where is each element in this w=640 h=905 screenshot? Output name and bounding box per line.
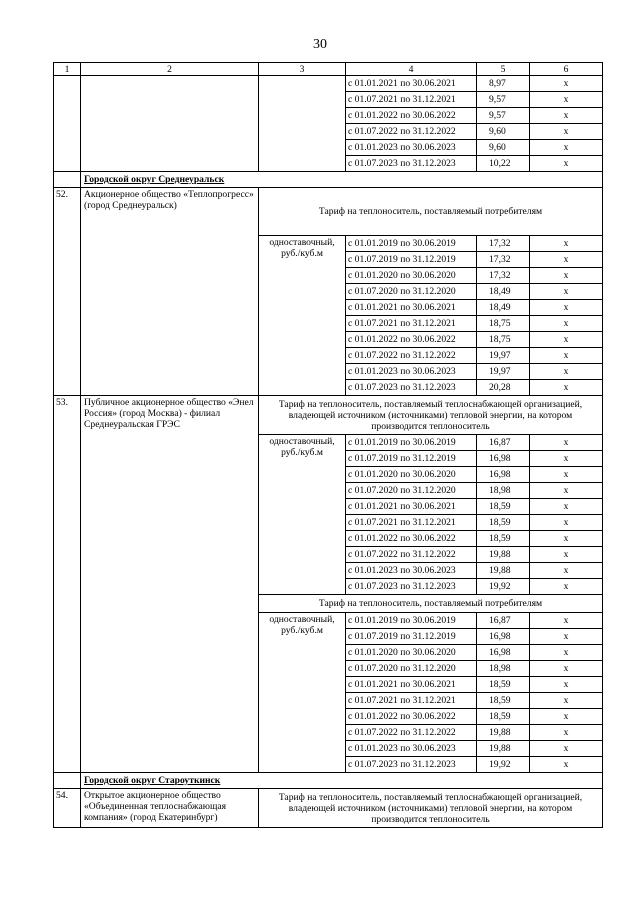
tariff-value-cell: 19,88 [477, 741, 530, 757]
organization-cell [81, 76, 259, 172]
period-cell: с 01.01.2022 по 30.06.2022 [346, 531, 477, 547]
tariff-value-cell: 17,32 [477, 236, 530, 252]
tariff-x-cell: х [530, 563, 603, 579]
column-header-6: 6 [530, 63, 603, 76]
tariff-x-cell: х [530, 757, 603, 773]
tariff-x-cell: х [530, 547, 603, 563]
tariff-value-cell: 18,98 [477, 483, 530, 499]
tariff-x-cell: х [530, 645, 603, 661]
tariff-x-cell: х [530, 677, 603, 693]
tariff-value-cell: 19,88 [477, 563, 530, 579]
period-cell: с 01.01.2021 по 30.06.2021 [346, 76, 477, 92]
period-cell: с 01.07.2021 по 31.12.2021 [346, 693, 477, 709]
tariff-x-cell: х [530, 284, 603, 300]
period-cell: с 01.07.2020 по 31.12.2020 [346, 284, 477, 300]
period-cell: с 01.01.2019 по 30.06.2019 [346, 613, 477, 629]
column-header-4: 4 [346, 63, 477, 76]
tariff-value-cell: 17,32 [477, 252, 530, 268]
period-cell: с 01.01.2020 по 30.06.2020 [346, 268, 477, 284]
period-cell: с 01.07.2023 по 31.12.2023 [346, 156, 477, 172]
period-cell: с 01.01.2023 по 30.06.2023 [346, 563, 477, 579]
tariff-value-cell: 16,87 [477, 613, 530, 629]
tariff-x-cell: х [530, 629, 603, 645]
section-title: Городской округ Среднеуральск [81, 172, 603, 188]
org-name: Публичное акционерное общество «Энел Россия» (город Москва) - филиал Среднеуральская ГРЭС [81, 396, 259, 773]
tariff-value-cell: 19,92 [477, 757, 530, 773]
period-cell: с 01.01.2020 по 30.06.2020 [346, 467, 477, 483]
section-spacer-cell [54, 172, 81, 188]
tariff-value-cell: 18,59 [477, 531, 530, 547]
tariff-value-cell: 20,28 [477, 380, 530, 396]
org-name: Открытое акционерное общество «Объединенная теплоснабжающая компания» (город Екатеринбург) [81, 789, 259, 828]
tariff-x-cell: х [530, 332, 603, 348]
org-number: 54. [54, 789, 81, 828]
tariff-value-cell: 18,59 [477, 515, 530, 531]
tariff-x-cell: х [530, 300, 603, 316]
tariff-x-cell: х [530, 709, 603, 725]
tariff-value-cell: 18,59 [477, 677, 530, 693]
period-cell: с 01.01.2019 по 30.06.2019 [346, 236, 477, 252]
column-header-2: 2 [81, 63, 259, 76]
period-cell: с 01.01.2020 по 30.06.2020 [346, 645, 477, 661]
tariff-x-cell: х [530, 661, 603, 677]
tariff-value-cell: 19,88 [477, 725, 530, 741]
period-cell: с 01.01.2023 по 30.06.2023 [346, 364, 477, 380]
column-header-5: 5 [477, 63, 530, 76]
tariff-value-cell: 18,98 [477, 661, 530, 677]
tariff-value-cell: 18,75 [477, 316, 530, 332]
tariff-value-cell: 10,22 [477, 156, 530, 172]
period-cell: с 01.07.2020 по 31.12.2020 [346, 483, 477, 499]
section-header-staroutkinsk [54, 773, 603, 789]
column-header-1: 1 [54, 63, 81, 76]
tariff-x-cell: х [530, 348, 603, 364]
tariff-x-cell: х [530, 741, 603, 757]
tariff-value-cell: 16,98 [477, 451, 530, 467]
period-cell: с 01.01.2019 по 30.06.2019 [346, 435, 477, 451]
org-number: 52. [54, 188, 81, 396]
tariff-x-cell: х [530, 92, 603, 108]
tariff-value-cell: 18,59 [477, 693, 530, 709]
period-cell: с 01.01.2021 по 30.06.2021 [346, 300, 477, 316]
tariff-title: Тариф на теплоноситель, поставляемый потребителям [259, 595, 603, 613]
tariff-title-row [54, 396, 603, 435]
tariff-value-cell: 18,59 [477, 499, 530, 515]
column-header-row [54, 63, 603, 76]
tariff-x-cell: х [530, 725, 603, 741]
tariff-value-cell: 18,49 [477, 284, 530, 300]
period-cell: с 01.07.2022 по 31.12.2022 [346, 725, 477, 741]
tariff-value-cell: 18,75 [477, 332, 530, 348]
tariff-value-cell: 9,57 [477, 108, 530, 124]
period-cell: с 01.07.2019 по 31.12.2019 [346, 252, 477, 268]
tariff-value-cell: 19,92 [477, 579, 530, 595]
tariff-x-cell: х [530, 499, 603, 515]
unit-cell [259, 76, 346, 172]
tariff-value-cell: 16,98 [477, 467, 530, 483]
page-number: 30 [313, 37, 327, 52]
period-cell: с 01.07.2021 по 31.12.2021 [346, 92, 477, 108]
tariff-value-cell: 18,49 [477, 300, 530, 316]
period-cell: с 01.07.2023 по 31.12.2023 [346, 579, 477, 595]
period-cell: с 01.01.2022 по 30.06.2022 [346, 332, 477, 348]
tariff-title: Тариф на теплоноситель, поставляемый теплоснабжающей организацией, владеющей источником (источниками) тепловой энергии, на котором производится теплоноситель [259, 396, 603, 435]
unit-cell: одноставочный, руб./куб.м [259, 236, 346, 396]
tariff-value-cell: 19,97 [477, 364, 530, 380]
tariff-x-cell: х [530, 693, 603, 709]
tariff-x-cell: х [530, 364, 603, 380]
period-cell: с 01.07.2019 по 31.12.2019 [346, 629, 477, 645]
tariff-x-cell: х [530, 268, 603, 284]
table-row [54, 76, 603, 92]
tariff-value-cell: 8,97 [477, 76, 530, 92]
tariff-x-cell: х [530, 252, 603, 268]
org-number: 53. [54, 396, 81, 773]
period-cell: с 01.01.2022 по 30.06.2022 [346, 108, 477, 124]
period-cell: с 01.07.2022 по 31.12.2022 [346, 547, 477, 563]
period-cell: с 01.01.2022 по 30.06.2022 [346, 709, 477, 725]
tariff-value-cell: 19,97 [477, 348, 530, 364]
period-cell: с 01.07.2023 по 31.12.2023 [346, 380, 477, 396]
tariff-value-cell: 18,59 [477, 709, 530, 725]
tariff-x-cell: х [530, 515, 603, 531]
period-cell: с 01.07.2023 по 31.12.2023 [346, 757, 477, 773]
section-header-sredneuralsk [54, 172, 603, 188]
tariff-title-row [54, 188, 603, 236]
unit-cell: одноставочный, руб./куб.м [259, 435, 346, 595]
tariff-x-cell: х [530, 236, 603, 252]
tariff-x-cell: х [530, 380, 603, 396]
period-cell: с 01.01.2023 по 30.06.2023 [346, 140, 477, 156]
period-cell: с 01.01.2023 по 30.06.2023 [346, 741, 477, 757]
tariff-value-cell: 17,32 [477, 268, 530, 284]
tariff-x-cell: х [530, 76, 603, 92]
period-cell: с 01.01.2021 по 30.06.2021 [346, 677, 477, 693]
period-cell: с 01.07.2022 по 31.12.2022 [346, 124, 477, 140]
tariff-title: Тариф на теплоноситель, поставляемый теплоснабжающей организацией, владеющей источником (источниками) тепловой энергии, на котором производится теплоноситель [259, 789, 603, 828]
number-cell [54, 76, 81, 172]
org-name: Акционерное общество «Теплопрогресс» (город Среднеуральск) [81, 188, 259, 396]
tariff-x-cell: х [530, 483, 603, 499]
tariff-value-cell: 16,87 [477, 435, 530, 451]
tariff-value-cell: 19,88 [477, 547, 530, 563]
tariff-x-cell: х [530, 108, 603, 124]
tariff-x-cell: х [530, 140, 603, 156]
tariff-x-cell: х [530, 451, 603, 467]
period-cell: с 01.07.2022 по 31.12.2022 [346, 348, 477, 364]
tariff-value-cell: 9,60 [477, 124, 530, 140]
tariff-value-cell: 9,57 [477, 92, 530, 108]
tariff-x-cell: х [530, 316, 603, 332]
tariff-title-row [54, 789, 603, 828]
tariff-x-cell: х [530, 613, 603, 629]
section-title: Городской округ Староуткинск [81, 773, 603, 789]
tariff-x-cell: х [530, 435, 603, 451]
period-cell: с 01.07.2020 по 31.12.2020 [346, 661, 477, 677]
tariff-value-cell: 9,60 [477, 140, 530, 156]
section-spacer-cell [54, 773, 81, 789]
period-cell: с 01.07.2021 по 31.12.2021 [346, 515, 477, 531]
tariff-x-cell: х [530, 156, 603, 172]
period-cell: с 01.01.2021 по 30.06.2021 [346, 499, 477, 515]
tariff-x-cell: х [530, 531, 603, 547]
tariff-title: Тариф на теплоноситель, поставляемый потребителям [259, 188, 603, 236]
tariff-value-cell: 16,98 [477, 645, 530, 661]
tariff-x-cell: х [530, 579, 603, 595]
tariff-x-cell: х [530, 124, 603, 140]
tariff-x-cell: х [530, 467, 603, 483]
period-cell: с 01.07.2019 по 31.12.2019 [346, 451, 477, 467]
unit-cell: одноставочный, руб./куб.м [259, 613, 346, 773]
tariff-value-cell: 16,98 [477, 629, 530, 645]
tariff-table [53, 62, 603, 828]
period-cell: с 01.07.2021 по 31.12.2021 [346, 316, 477, 332]
column-header-3: 3 [259, 63, 346, 76]
